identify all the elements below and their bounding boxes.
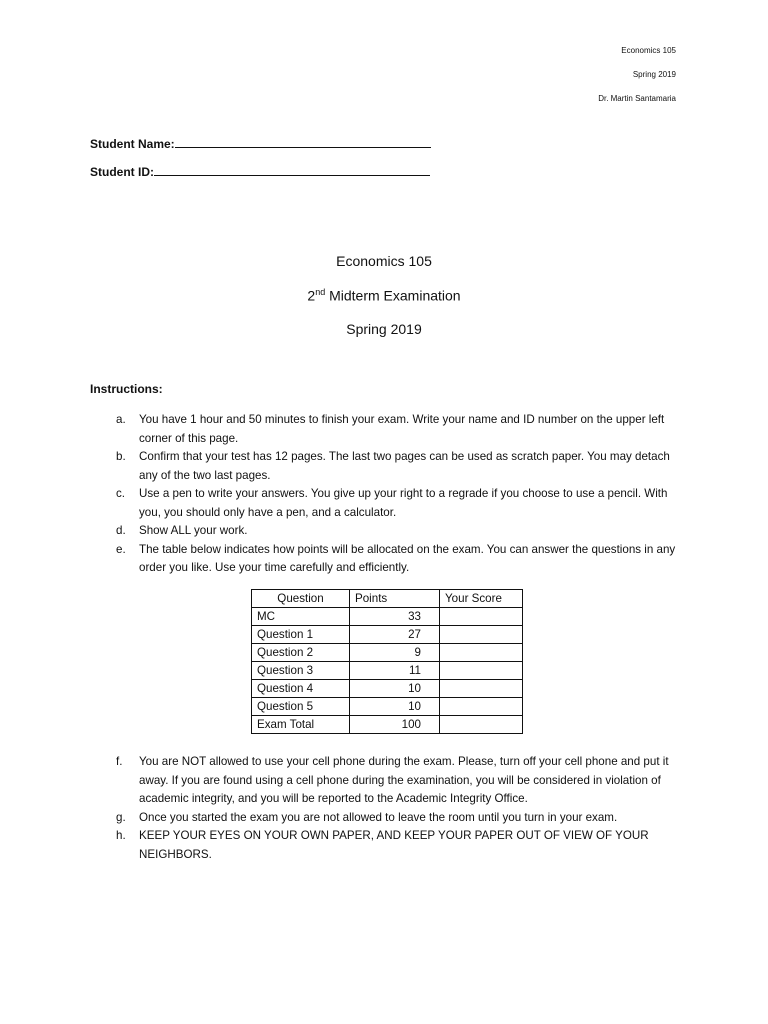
- list-item: [116, 827, 676, 864]
- row-score: [440, 626, 523, 644]
- item-text: Show ALL your work.: [139, 524, 248, 537]
- row-score: [440, 644, 523, 662]
- header-course: Economics 105: [621, 46, 676, 55]
- instructions-list-bottom: [116, 753, 676, 864]
- table-header-row: [252, 590, 523, 608]
- table-row: [252, 608, 523, 626]
- list-item: [116, 809, 676, 828]
- title-course: Economics 105: [336, 253, 432, 269]
- header-points: Points: [350, 590, 440, 608]
- page-header: [598, 46, 676, 118]
- list-item: [116, 541, 676, 578]
- row-question: MC: [252, 608, 350, 626]
- list-item: [116, 411, 676, 448]
- item-text: Once you started the exam you are not allowed to leave the room until you turn in your exam.: [139, 810, 618, 824]
- table-row: [252, 680, 523, 698]
- instructions-list-top: [116, 411, 676, 578]
- item-text: The table below indicates how points will be allocated on the exam. You can answer the questions in any order you like. Use your time carefully and efficiently.: [139, 542, 676, 574]
- item-text: You have 1 hour and 50 minutes to finish your exam. Write your name and ID number on the upper left corner of this page.: [139, 413, 665, 445]
- item-marker: d.: [116, 524, 126, 537]
- header-term: Spring 2019: [632, 70, 676, 79]
- header-question: Question: [252, 590, 350, 608]
- row-score: [440, 698, 523, 716]
- row-question: Question 4: [252, 680, 350, 698]
- row-question: Question 2: [252, 644, 350, 662]
- table-row: [252, 698, 523, 716]
- list-item: [116, 522, 676, 541]
- row-points: 10: [350, 698, 440, 716]
- row-points: 9: [350, 644, 440, 662]
- row-points: 10: [350, 680, 440, 698]
- exam-ordinal-number: 2: [307, 287, 316, 304]
- table-row: [252, 716, 523, 734]
- item-text: You are NOT allowed to use your cell phone during the exam. Please, turn off your cell phone and put it away. If you are found using a cell phone during the examination, you will be considered in violation of academic integrity, and you will be reported to the Academic Integrity Office.: [139, 755, 669, 805]
- row-score: [440, 716, 523, 734]
- title-exam: [0, 287, 768, 304]
- row-points: 33: [350, 608, 440, 626]
- list-item: [116, 485, 676, 522]
- row-score: [440, 662, 523, 680]
- exam-name: Midterm Examination: [329, 287, 461, 304]
- header-instructor: Dr. Martin Santamaria: [598, 94, 676, 103]
- student-id-field: [90, 163, 430, 179]
- title-term: Spring 2019: [346, 321, 422, 337]
- table-row: [252, 644, 523, 662]
- row-points: 11: [350, 662, 440, 680]
- row-points: 100: [350, 716, 440, 734]
- row-question: Exam Total: [252, 716, 350, 734]
- item-text: Confirm that your test has 12 pages. The last two pages can be used as scratch paper. You may detach any of the two last pages.: [139, 450, 670, 482]
- student-name-line: [175, 135, 431, 148]
- item-marker: c.: [116, 487, 126, 500]
- item-marker: e.: [116, 542, 126, 556]
- student-name-label: Student Name:: [90, 137, 175, 151]
- item-text: KEEP YOUR EYES ON YOUR OWN PAPER, AND KEEP YOUR PAPER OUT OF VIEW OF YOUR NEIGHBORS.: [139, 829, 649, 861]
- points-table: [251, 589, 523, 734]
- table-row: [252, 662, 523, 680]
- item-marker: h.: [116, 829, 126, 842]
- student-name-field: [90, 135, 431, 151]
- row-question: Question 1: [252, 626, 350, 644]
- table-row: [252, 626, 523, 644]
- row-question: Question 5: [252, 698, 350, 716]
- row-score: [440, 680, 523, 698]
- exam-ordinal-suffix: nd: [315, 287, 326, 297]
- item-text: Use a pen to write your answers. You give up your right to a regrade if you choose to use a pencil. With you, you should only have a pen, and a calculator.: [139, 487, 668, 519]
- item-marker: a.: [116, 413, 126, 426]
- student-id-line: [154, 163, 430, 176]
- list-item: [116, 448, 676, 485]
- instructions-label: Instructions:: [90, 382, 163, 396]
- row-question: Question 3: [252, 662, 350, 680]
- list-item: [116, 753, 676, 809]
- student-id-label: Student ID:: [90, 165, 154, 179]
- item-marker: b.: [116, 450, 126, 463]
- row-points: 27: [350, 626, 440, 644]
- row-score: [440, 608, 523, 626]
- item-marker: g.: [116, 810, 126, 824]
- item-marker: f.: [116, 755, 123, 768]
- header-your-score: Your Score: [440, 590, 523, 608]
